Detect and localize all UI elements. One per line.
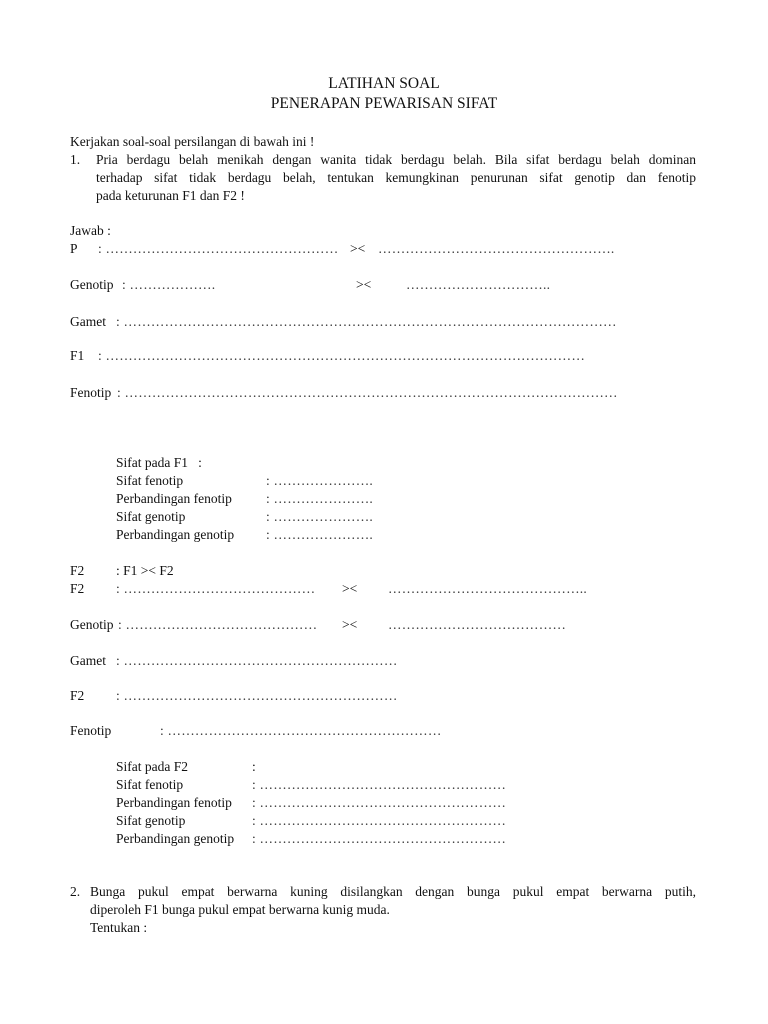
genotip-right-blank: ………………………….. — [406, 277, 551, 292]
f2-genotip-right-blank: ………………………………… — [388, 617, 567, 632]
sifat-f2-row-blank: : ……………………………………………… — [252, 813, 507, 828]
f2-result-label: F2 — [70, 688, 85, 703]
jawab-label: Jawab : — [70, 223, 111, 238]
sifat-f1-row-blank: : …………………. — [266, 509, 374, 524]
sifat-f2-heading-colon: : — [252, 759, 256, 774]
f2-genotip-cross-sign: >< — [342, 617, 358, 632]
q1-number: 1. — [70, 152, 81, 167]
q2-line-3: Tentukan : — [90, 920, 148, 935]
genotip-label: Genotip — [70, 277, 114, 292]
sifat-f2-row-blank: : ……………………………………………… — [252, 795, 507, 810]
sifat-f2-row-label: Perbandingan genotip — [116, 831, 235, 846]
sifat-f1-row-blank: : …………………. — [266, 473, 374, 488]
f2-parent-right-blank: …………………………………….. — [388, 581, 587, 596]
q2-line-1: Bunga pukul empat berwarna kuning disilangkan dengan bunga pukul empat berwarna putih, — [90, 884, 696, 899]
p-left-blank: : …………………………………………… — [98, 241, 339, 256]
f1-blank: : …………………………………………………………………………………………… — [98, 348, 586, 363]
sifat-f2-row-label: Perbandingan fenotip — [116, 795, 232, 810]
fenotip-blank: : ……………………………………………………………………………………………… — [117, 385, 618, 400]
q1-line-1: Pria berdagu belah menikah dengan wanita tidak berdagu belah. Bila sifat berdagu belah dominan — [96, 152, 696, 167]
sifat-f1-row-blank: : …………………. — [266, 527, 374, 542]
f1-label: F1 — [70, 348, 85, 363]
f2-genotip-label: Genotip — [70, 617, 114, 632]
page-title: LATIHAN SOAL — [328, 75, 440, 92]
sifat-f2-row-label: Sifat genotip — [116, 813, 186, 828]
instruction-text: Kerjakan soal-soal persilangan di bawah ini ! — [70, 134, 315, 149]
page-subtitle: PENERAPAN PEWARISAN SIFAT — [270, 95, 498, 112]
sifat-f2-row-label: Sifat fenotip — [116, 777, 184, 792]
p-label: P — [70, 241, 78, 256]
gamet-blank: : ……………………………………………………………………………………………… — [116, 314, 617, 329]
p-right-blank: ……………………………………………. — [378, 241, 615, 256]
sifat-f1-row-label: Perbandingan fenotip — [116, 491, 232, 506]
f2-genotip-left-blank: : …………………………………… — [118, 617, 318, 632]
p-cross-sign: >< — [350, 241, 366, 256]
sifat-f1-heading: Sifat pada F1 : — [116, 455, 202, 470]
f2-result-blank: : …………………………………………………… — [116, 688, 398, 703]
sifat-f2-heading: Sifat pada F2 — [116, 759, 188, 774]
q1-line-3: pada keturunan F1 dan F2 ! — [96, 188, 245, 203]
sifat-f1-row-label: Sifat fenotip — [116, 473, 184, 488]
f2-fenotip-blank: : …………………………………………………… — [160, 723, 442, 738]
sifat-f1-row-blank: : …………………. — [266, 491, 374, 506]
f2-parent-cross-sign: >< — [342, 581, 358, 596]
sifat-f1-row-label: Sifat genotip — [116, 509, 186, 524]
sifat-f1-row-label: Perbandingan genotip — [116, 527, 235, 542]
genotip-left-blank: : ………………. — [122, 277, 216, 292]
q1-line-2: terhadap sifat tidak berdagu belah, tentukan kemungkinan penurunan sifat genotip dan fenotip — [96, 170, 696, 185]
f2-cross-value: : F1 >< F2 — [116, 563, 174, 578]
f2-gamet-blank: : …………………………………………………… — [116, 653, 398, 668]
gamet-label: Gamet — [70, 314, 106, 329]
f2-parent-label: F2 — [70, 581, 85, 596]
f2-cross-label: F2 — [70, 563, 85, 578]
fenotip-label: Fenotip — [70, 385, 112, 400]
f2-parent-left-blank: : …………………………………… — [116, 581, 316, 596]
q2-line-2: diperoleh F1 bunga pukul empat berwarna kunig muda. — [90, 902, 390, 917]
sifat-f2-row-blank: : ……………………………………………… — [252, 777, 507, 792]
q2-number: 2. — [70, 884, 81, 899]
genotip-cross-sign: >< — [356, 277, 372, 292]
sifat-f2-row-blank: : ……………………………………………… — [252, 831, 507, 846]
f2-fenotip-label: Fenotip — [70, 723, 112, 738]
f2-gamet-label: Gamet — [70, 653, 106, 668]
